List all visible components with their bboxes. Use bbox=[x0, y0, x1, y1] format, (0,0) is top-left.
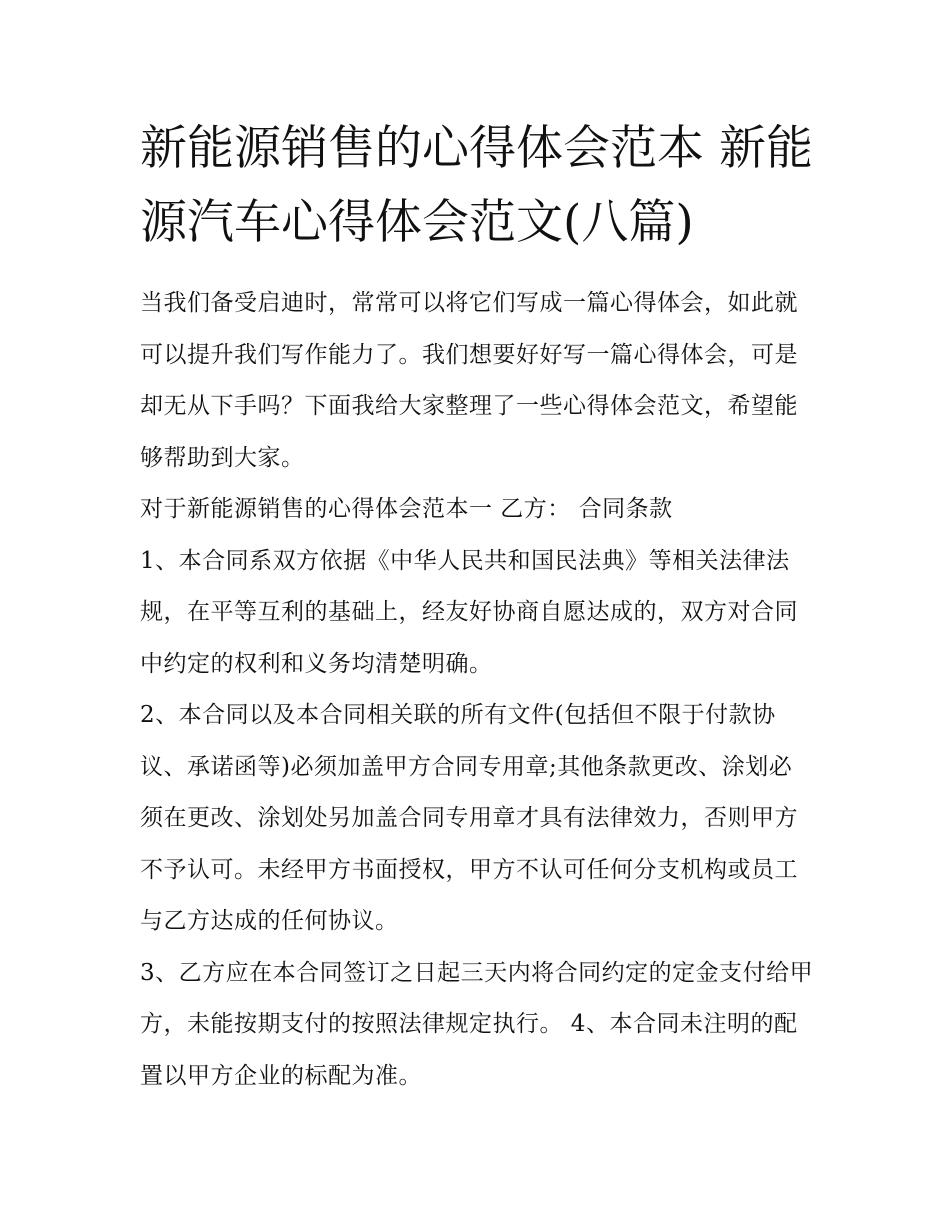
intro-paragraph: 当我们备受启迪时，常常可以将它们写成一篇心得体会，如此就可以提升我们写作能力了。我们想要好好写一篇心得体会，可是却无从下手吗？下面我给大家整理了一些心得体会范文，希望能够帮助到大家。 bbox=[140, 290, 798, 471]
clause-2: 2、本合同以及本合同相关联的所有文件(包括但不限于付款协议、承诺函等)必须加盖甲方合同专用章;其他条款更改、涂划必须在更改、涂划处另加盖合同专用章才具有法律效力，否则甲方不予认可。未经甲方书面授权，甲方不认可任何分支机构或员工与乙方达成的任何协议。 bbox=[140, 702, 798, 934]
clause-3: 3、乙方应在本合同签订之日起三天内将合同约定的定金支付给甲方，未能按期支付的按照法律规定执行。 4、本合同未注明的配置以甲方企业的标配为准。 bbox=[140, 959, 814, 1089]
clause-1: 1、本合同系双方依据《中华人民共和国民法典》等相关法律法规，在平等互利的基础上，经友好协商自愿达成的，双方对合同中约定的权利和义务均清楚明确。 bbox=[140, 547, 798, 677]
section-heading: 对于新能源销售的心得体会范本一 乙方： 合同条款 bbox=[140, 496, 673, 522]
document-body bbox=[140, 112, 815, 1102]
document-title: 新能源销售的心得体会范本 新能源汽车心得体会范文(八篇) bbox=[140, 121, 813, 250]
